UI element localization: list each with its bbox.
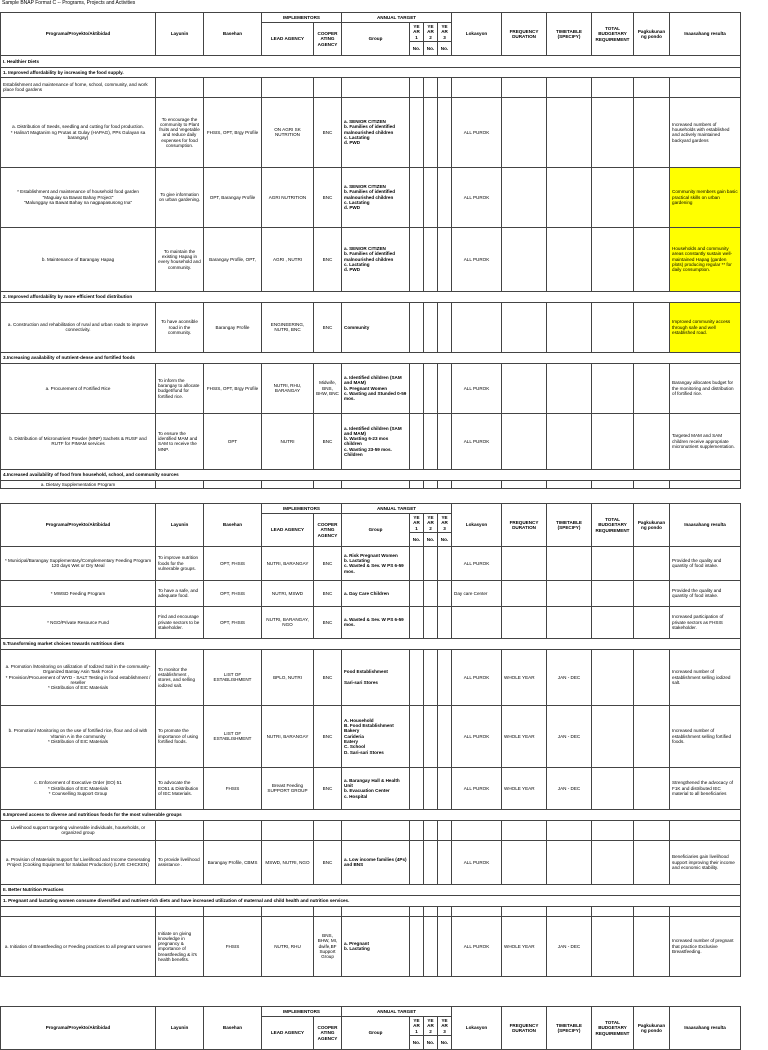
basis-cell: OPT, FHSIS: [204, 606, 262, 638]
group-cell: a. Identified children (SAM and MAM) b. Pregnant Women c. Wasting and Stunded 0-59 mos.: [342, 363, 410, 413]
basis-cell: LIST OF ESTABLISHMENT: [204, 649, 262, 705]
header-location: Lokasyon: [452, 13, 502, 56]
expected-result-cell: Beneficiaries gain livelihood support improving their income and economic stability.: [670, 840, 741, 884]
table-row: [1, 840, 741, 884]
location-cell: ALL PUROK: [452, 649, 502, 705]
frequency-cell: WHOLE YEAR: [502, 916, 547, 976]
expected-result-cell: Provided the quality and quantity of food intake.: [670, 546, 741, 580]
header-fund-source: Pagkukunan ng pondo: [634, 504, 670, 547]
section-heading: 2. Improved affordability by more efficient food distribution: [1, 291, 741, 302]
group-cell: a. Barangay Hall & Health Unit b. Evacuation Center c. Hospital: [342, 767, 410, 809]
location-cell: Day care Center: [452, 580, 502, 606]
ppa-table-page-3: [0, 1006, 741, 1050]
header-frequency: FREQUENCY DURATION: [502, 13, 547, 56]
lead-agency-cell: NUTRI, RHU, BARANGAY: [262, 363, 314, 413]
header-program: Programa/Proyekto/Aktibidad: [1, 1007, 156, 1050]
header-basis: Basehan: [204, 1007, 262, 1050]
location-cell: ALL PUROK: [452, 916, 502, 976]
group-cell: Community: [342, 302, 410, 352]
expected-result-cell: Community members gain basic practical skills on urban gardening: [670, 167, 741, 227]
header-year-3: YEAR 3: [438, 514, 452, 533]
section-heading: 6.Improved access to diverse and nutritious foods for the most vulnerable groups: [1, 809, 741, 820]
objective-cell: To have aconsible road in the community.: [156, 302, 204, 352]
objective-cell: To inform the barangay to allocate budget/fund for fortified rice.: [156, 363, 204, 413]
cooperating-agency-cell: BNC: [314, 546, 342, 580]
cooperating-agency-cell: BNC: [314, 606, 342, 638]
basis-cell: OPT, FHSIS: [204, 580, 262, 606]
header-annual-target: ANNUAL TARGET: [342, 504, 452, 514]
group-cell: a. Wasted & Sev. W PS 6-59 mos.: [342, 606, 410, 638]
table-row: [1, 705, 741, 767]
section-heading: 5.Transforming market choices towards nutritious diets: [1, 638, 741, 649]
table-row: [1, 363, 741, 413]
frequency-cell: WHOLE YEAR: [502, 649, 547, 705]
lead-agency-cell: NUTRI, RHU: [262, 916, 314, 976]
header-group: Group: [342, 514, 410, 547]
row-title: Establishment and maintenance of home, school, community, and work place food gardens: [1, 77, 156, 97]
lead-agency-cell: NUTRI, MSWD: [262, 580, 314, 606]
header-cooperating-agency: COOPERATING AGENCY: [314, 23, 342, 56]
program-cell: b. Distribution of Micronutrient Powder (MNP) Sachets & RUSF and RUTF for PIMAM services: [1, 413, 156, 469]
section-heading: 4.Increased availability of food from household, school, and community sources: [1, 469, 741, 480]
header-implementors: IMPLEMENTORS: [262, 13, 342, 23]
cooperating-agency-cell: BNC: [314, 97, 342, 167]
header-no: No.: [424, 1035, 438, 1049]
program-cell: * Municipal/Barangay Supplementary/Complementary Feeding Program 120 days Wet or Dry Meal: [1, 546, 156, 580]
group-cell: A. Household B. Food Establishment Bakery Carideria Eatery C. School D. Sari-sari Stores: [342, 705, 410, 767]
header-frequency: FREQUENCY DURATION: [502, 1007, 547, 1050]
location-cell: ALL PUROK: [452, 767, 502, 809]
objective-cell: To ensure the identified MAM and SAM to receive the MNP.: [156, 413, 204, 469]
table-row: [1, 767, 741, 809]
lead-agency-cell: ON AGRI SK NUTRITION: [262, 97, 314, 167]
expected-result-cell: Increased numbers of households with established and actively maintained backyard gardens: [670, 97, 741, 167]
basis-cell: FHSIS, OPT, Brgy Profile: [204, 97, 262, 167]
objective-cell: To advocate the EO51 & Distribution of IEC Materials.: [156, 767, 204, 809]
group-cell: a. Day Care Children: [342, 580, 410, 606]
location-cell: ALL PUROK: [452, 363, 502, 413]
program-cell: * NGO/Private Resource Fund: [1, 606, 156, 638]
header-no: No.: [424, 41, 438, 55]
header-fund-source: Pagkukunan ng pondo: [634, 1007, 670, 1050]
location-cell: ALL PUROK: [452, 546, 502, 580]
ppa-table-page-1: [0, 12, 741, 489]
location-cell: ALL PUROK: [452, 705, 502, 767]
program-cell: * MWSD Feeding Program: [1, 580, 156, 606]
header-lead-agency: LEAD AGENCY: [262, 23, 314, 56]
objective-cell: To encourage the community to Plant fruits and Vegetable and reduce daily expenses for food consumption.: [156, 97, 204, 167]
section-heading: 1. Improved affordability by increasing the food supply.: [1, 67, 741, 77]
program-cell: b. Promotion/ Monitoring on the use of fortified rice, flour and oil with Vitamin A in the community * Distribution of EIC Materials: [1, 705, 156, 767]
program-cell: a. Distribution of Seeds, seedling and cutting for food production. * Halina't Magtanim ng Prutas at Gulay (HAPAG), PPs Gulayan sa barangay): [1, 97, 156, 167]
timetable-cell: JAN - DEC: [547, 649, 592, 705]
program-cell: * Establishment and maintenance of household food garden "Maguiay sa Bawat Bahay Project" "Malunggay sa Bawat Bahay na nagpapasusong Ina": [1, 167, 156, 227]
program-cell: b. Maintenance of Barangay Hapag: [1, 227, 156, 291]
header-no: No.: [410, 41, 424, 55]
expected-result-cell: Increased participation of private sectors as FHSIS stakeholder.: [670, 606, 741, 638]
table-row: [1, 302, 741, 352]
cooperating-agency-cell: BNC: [314, 705, 342, 767]
objective-cell: To promote the importance of using fortified foods.: [156, 705, 204, 767]
group-cell: a. SENIOR CITIZEN b. Families of identified malnourished children c. Lactating d. PWD: [342, 227, 410, 291]
objective-cell: Find and encourage private sectors to be stakeholder.: [156, 606, 204, 638]
basis-cell: Barangay Profile: [204, 302, 262, 352]
lead-agency-cell: Breast Feeding SUPPORT GROUP: [262, 767, 314, 809]
table-row: [1, 480, 741, 488]
objective-cell: Initiate on giving knowledge in pregnancy & importance of breastfeeding & it's health benefits.: [156, 916, 204, 976]
header-year-2: YEAR 2: [424, 1017, 438, 1036]
table-row: [1, 820, 741, 840]
objective-cell: To improve nutrition foods for the vulnerable groups.: [156, 546, 204, 580]
expected-result-cell: Targeted MAM and SAM children receive appropriate micronutrient supplementation.: [670, 413, 741, 469]
lead-agency-cell: NUTRI, BARANGAY: [262, 705, 314, 767]
expected-result-cell: Increased number of establishment selling iodized salt.: [670, 649, 741, 705]
timetable-cell: JAN - DEC: [547, 916, 592, 976]
expected-result-cell: Improved community access through safe and well established road.: [670, 302, 741, 352]
cooperating-agency-cell: BNC: [314, 767, 342, 809]
header-expected-result: Inaasahang resulta: [670, 504, 741, 547]
header-implementors: IMPLEMENTORS: [262, 1007, 342, 1017]
group-cell: a. SENIOR CITIZEN b. Families of identified malnourished children c. Lactating d. PWD: [342, 167, 410, 227]
table-row: [1, 167, 741, 227]
group-cell: a. Pregnant b. Lactating: [342, 916, 410, 976]
table-row: [1, 916, 741, 976]
header-group: Group: [342, 23, 410, 56]
basis-cell: OPT, Barangay Profile: [204, 167, 262, 227]
header-budget: TOTAL BUDGETARY REQUIREMENT: [592, 13, 634, 56]
cooperating-agency-cell: BNC: [314, 227, 342, 291]
header-no: No.: [438, 1035, 452, 1049]
table-row: [1, 227, 741, 291]
lead-agency-cell: NUTRI, BARANGAY, NGO: [262, 606, 314, 638]
program-cell: a. Dietary Supplementation Program: [1, 480, 156, 488]
header-lead-agency: LEAD AGENCY: [262, 514, 314, 547]
lead-agency-cell: ENGINEERING, NUTRI, BNC: [262, 302, 314, 352]
program-cell: a. Construction and rehabilitation of rural and urban roads to improve connectivity.: [1, 302, 156, 352]
header-fund-source: Pagkukunan ng pondo: [634, 13, 670, 56]
basis-cell: FHSIS, OPT, Brgy Profile: [204, 363, 262, 413]
program-cell: Livelihood support targeting vulnerable individuals, households, or organized group: [1, 820, 156, 840]
group-cell: a. Identified children (SAM and MAM) b. Wasting 6-23 mos children c. Wasting 23-59 mos. Children: [342, 413, 410, 469]
location-cell: ALL PUROK: [452, 167, 502, 227]
header-no: No.: [438, 532, 452, 546]
section-better-nutrition: II. Better Nutrition Practices: [1, 884, 741, 895]
program-cell: c. Enforcement of Executive Order (EO) 51 * Distribution of EIC Materials * Counselling Support Group: [1, 767, 156, 809]
basis-cell: Barangay Profile, CBMS: [204, 840, 262, 884]
table-row: [1, 606, 741, 638]
program-cell: a. Initiation of Breastfeeding or Feeding practices to all pregnant women: [1, 916, 156, 976]
location-cell: ALL PUROK: [452, 227, 502, 291]
section-heading: 3.Increasing availability of nutrient-dense and fortified foods: [1, 352, 741, 363]
header-implementors: IMPLEMENTORS: [262, 504, 342, 514]
lead-agency-cell: AGRI NUTRITION: [262, 167, 314, 227]
objective-cell: To monitor the establishment , stores, and selling iodized salt.: [156, 649, 204, 705]
cooperating-agency-cell: BNC: [314, 413, 342, 469]
group-cell: a. Low income families (4Ps) and BNS: [342, 840, 410, 884]
header-no: No.: [438, 41, 452, 55]
header-program: Programa/Proyekto/Aktibidad: [1, 13, 156, 56]
cooperating-agency-cell: Midwife, BNS, BHW, BNC: [314, 363, 342, 413]
timetable-cell: JAN - DEC: [547, 705, 592, 767]
header-year-2: YEAR 2: [424, 23, 438, 42]
header-timetable: TIMETABLE (SPECIFY): [547, 504, 592, 547]
table-row: [1, 649, 741, 705]
header-year-1: YEAR 1: [410, 1017, 424, 1036]
header-no: No.: [410, 532, 424, 546]
timetable-cell: JAN - DEC: [547, 767, 592, 809]
cooperating-agency-cell: BNS, BHW, MI, dwife,BF Support Group: [314, 916, 342, 976]
lead-agency-cell: NUTRI, BARANGAY: [262, 546, 314, 580]
table-row: [1, 580, 741, 606]
header-cooperating-agency: COOPERATING AGENCY: [314, 514, 342, 547]
header-year-2: YEAR 2: [424, 514, 438, 533]
header-year-1: YEAR 1: [410, 23, 424, 42]
lead-agency-cell: NUTRI: [262, 413, 314, 469]
location-cell: ALL PUROK: [452, 840, 502, 884]
basis-cell: FHSIS: [204, 916, 262, 976]
basis-cell: LIST OF ESTABLISHMENT: [204, 705, 262, 767]
table-row: [1, 413, 741, 469]
objective-cell: To provide livelihood assistance .: [156, 840, 204, 884]
basis-cell: Barangay Profile, OPT,: [204, 227, 262, 291]
cooperating-agency-cell: BNC: [314, 840, 342, 884]
header-annual-target: ANNUAL TARGET: [342, 13, 452, 23]
header-location: Lokasyon: [452, 504, 502, 547]
frequency-cell: WHOLE YEAR: [502, 705, 547, 767]
objective-cell: To have a safe, and adequate food.: [156, 580, 204, 606]
header-group: Group: [342, 1017, 410, 1050]
ppa-table-page-2: [0, 503, 741, 977]
group-cell: a. Risk Pregnant Women b. Lactating c. Wasted & Sev. W PS 6-59 mos.: [342, 546, 410, 580]
frequency-cell: WHOLE YEAR: [502, 767, 547, 809]
header-year-3: YEAR 3: [438, 1017, 452, 1036]
cooperating-agency-cell: BNC: [314, 649, 342, 705]
header-lead-agency: LEAD AGENCY: [262, 1017, 314, 1050]
expected-result-cell: Strengthened the advocacy of F1K and distributed IEC material to all beneficiaries: [670, 767, 741, 809]
table-row: [1, 97, 741, 167]
lead-agency-cell: AGRI , NUTRI: [262, 227, 314, 291]
program-cell: a. Procurement of Fortified Rice: [1, 363, 156, 413]
header-timetable: TIMETABLE (SPECIFY): [547, 1007, 592, 1050]
location-cell: ALL PUROK: [452, 413, 502, 469]
program-cell: a. Provision of Materials Support for Livelihood and Income Generating Project (Cooking Equipment for Salabat Production) (LIVE CHICKEN): [1, 840, 156, 884]
lead-agency-cell: BPLO, NUTRI: [262, 649, 314, 705]
objective-cell: To give information on urban gardening.: [156, 167, 204, 227]
group-cell: a. SENIOR CITIZEN b. Families of identified malnourished children c. Lactating d. PWD: [342, 97, 410, 167]
expected-result-cell: Households and community areas constantly sustain well-maintained Hapag (garden plots) producing regular ** for daily consumption.: [670, 227, 741, 291]
expected-result-cell: Increased number of pregnant that practice Exclusive Breastfeeding.: [670, 916, 741, 976]
basis-cell: FHSIS: [204, 767, 262, 809]
header-timetable: TIMETABLE (SPECIFY): [547, 13, 592, 56]
header-cooperating-agency: COOPERATING AGENCY: [314, 1017, 342, 1050]
header-year-1: YEAR 1: [410, 514, 424, 533]
header-budget: TOTAL BUDGETARY REQUIREMENT: [592, 504, 634, 547]
program-cell: a. Promotion /Monitoring on utilization of Iodized Salt in the community- Organized Bantay Asin Task Force * Provision/Procurement of WYD - SALT Testing in food establishment / reseller * Distribution of EIC Materials: [1, 649, 156, 705]
header-program: Programa/Proyekto/Aktibidad: [1, 504, 156, 547]
basis-cell: OPT, FHSIS: [204, 546, 262, 580]
header-budget: TOTAL BUDGETARY REQUIREMENT: [592, 1007, 634, 1050]
header-location: Lokasyon: [452, 1007, 502, 1050]
group-cell: Food Establishment Sari-sari Stores: [342, 649, 410, 705]
cooperating-agency-cell: BNC: [314, 580, 342, 606]
document-title: Sample BNAP Format C -- Programs, Projects and Activities: [2, 0, 136, 6]
section-heading: 1. Pregnant and lactating women consume diversified and nutrient-rich diets and have increased utilization of maternal and child health and nutrition services.: [1, 895, 741, 906]
section-healthier-diets: I. Healthier Diets: [1, 55, 741, 67]
header-no: No.: [424, 532, 438, 546]
header-expected-result: Inaasahang resulta: [670, 1007, 741, 1050]
expected-result-cell: Increased number of establishment selling fortified foods.: [670, 705, 741, 767]
lead-agency-cell: MSWD, NUTRI, NGO: [262, 840, 314, 884]
header-no: No.: [410, 1035, 424, 1049]
basis-cell: OPT: [204, 413, 262, 469]
expected-result-cell: Provided the quality and quantity of food intake.: [670, 580, 741, 606]
cooperating-agency-cell: BNC: [314, 167, 342, 227]
table-row: [1, 546, 741, 580]
objective-cell: To maintain the existing Hapag in every household and community.: [156, 227, 204, 291]
cooperating-agency-cell: BNC: [314, 302, 342, 352]
location-cell: ALL PUROK: [452, 97, 502, 167]
header-expected-result: Inaasahang resulta: [670, 13, 741, 56]
header-objective: Layunin: [156, 13, 204, 56]
header-frequency: FREQUENCY DURATION: [502, 504, 547, 547]
header-basis: Basehan: [204, 504, 262, 547]
header-annual-target: ANNUAL TARGET: [342, 1007, 452, 1017]
expected-result-cell: Barangay allocates budget for the monitoring and distribution of fortified rice.: [670, 363, 741, 413]
header-basis: Basehan: [204, 13, 262, 56]
header-objective: Layunin: [156, 1007, 204, 1050]
header-objective: Layunin: [156, 504, 204, 547]
header-year-3: YEAR 3: [438, 23, 452, 42]
